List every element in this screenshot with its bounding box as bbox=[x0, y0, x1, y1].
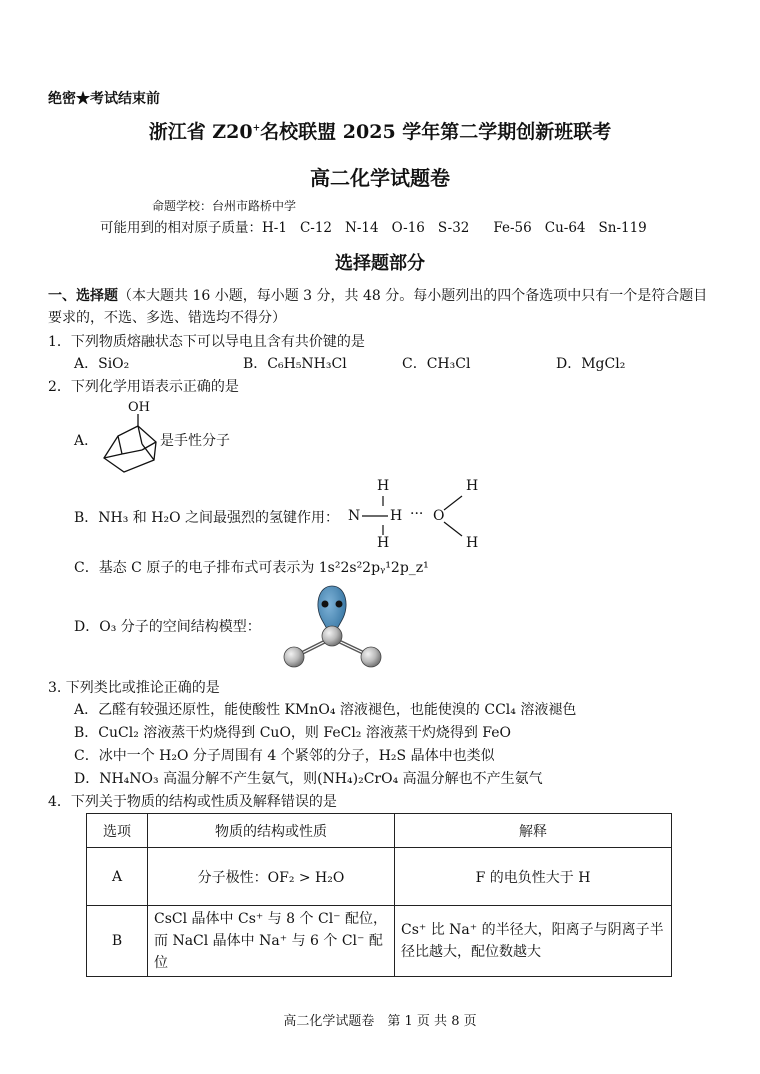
atomic-masses bbox=[100, 216, 660, 236]
row-a-explanation: F 的电负性大于 H bbox=[395, 848, 672, 906]
hbond-o: O bbox=[433, 508, 445, 524]
q1-stem: 1．下列物质熔融状态下可以导电且含有共价键的是 bbox=[48, 334, 365, 350]
mass-o: O-16 bbox=[391, 220, 425, 236]
instructions bbox=[48, 285, 718, 329]
hbond-h-top: H bbox=[377, 478, 390, 494]
mass-cu: Cu-64 bbox=[544, 220, 586, 236]
adamantanol-oh-label: OH bbox=[128, 400, 150, 415]
q3-option-d: D．NH₄NO₃ 高温分解不产生氨气，则(NH₄)₂CrO₄ 高温分解也不产生氨气 bbox=[74, 771, 543, 787]
q2-option-c-text: C．基态 C 原子的电子排布式可表示为 1s²2s²2pᵧ¹2p_z¹ bbox=[74, 560, 429, 576]
row-b-property: CsCl 晶体中 Cs⁺ 与 8 个 Cl⁻ 配位，而 NaCl 晶体中 Na⁺ 与 6 个 Cl⁻ 配位 bbox=[148, 906, 395, 977]
row-b-option: B bbox=[87, 906, 148, 977]
table-header-row bbox=[87, 814, 672, 848]
q2-option-b-text: B．NH₃ 和 H₂O 之间最强烈的氢键作用： bbox=[74, 510, 340, 526]
title-post: 名校联盟 2025 学年第二学期创新班联考 bbox=[260, 121, 612, 143]
mass-n: N-14 bbox=[345, 220, 379, 236]
exam-title bbox=[0, 117, 760, 144]
q3-option-b: B．CuCl₂ 溶液蒸干灼烧得到 CuO，则 FeCl₂ 溶液蒸干灼烧得到 FeO bbox=[74, 725, 512, 741]
ozone-model bbox=[278, 580, 388, 672]
title-pre: 浙江省 Z20 bbox=[148, 121, 253, 143]
masses-label: 可能用到的相对原子质量： bbox=[100, 220, 262, 236]
table-row bbox=[87, 848, 672, 906]
lone-pair-electron bbox=[322, 601, 329, 608]
page-footer: 高二化学试题卷 第 1 页 共 8 页 bbox=[283, 1014, 477, 1029]
q1-option-d: D．MgCl₂ bbox=[556, 356, 626, 372]
hbond-h-o-top: H bbox=[466, 478, 479, 494]
instructions-lead: 一、选择题 bbox=[48, 288, 118, 304]
header-explanation: 解释 bbox=[395, 814, 672, 848]
q2-option-a-label: A． bbox=[74, 433, 99, 449]
adamantanol-structure bbox=[98, 414, 160, 478]
section-title: 选择题部分 bbox=[335, 253, 425, 274]
table-row bbox=[87, 906, 672, 977]
mass-c: C-12 bbox=[299, 220, 333, 236]
q3-option-c: C．冰中一个 H₂O 分子周围有 4 个紧邻的分子，H₂S 晶体中也类似 bbox=[74, 748, 495, 764]
hbond-dots: ··· bbox=[410, 506, 424, 522]
row-b-explanation: Cs⁺ 比 Na⁺ 的半径大，阳离子与阴离子半径比越大，配位数越大 bbox=[395, 906, 672, 977]
lone-pair-electron bbox=[336, 601, 343, 608]
hbond-h-bottom: H bbox=[377, 535, 390, 551]
hbond-h-o-bottom: H bbox=[466, 535, 479, 551]
terminal-oxygen-atom bbox=[361, 647, 381, 667]
instructions-text: （本大题共 16 小题，每小题 3 分，共 48 分。每小题列出的四个备选项中只有一个是符合题目要求的，不选、多选、错选均不得分） bbox=[48, 288, 708, 326]
q2-option-a-text: 是手性分子 bbox=[160, 433, 230, 449]
mass-h: H-1 bbox=[262, 220, 287, 236]
header-property: 物质的结构或性质 bbox=[148, 814, 395, 848]
q4-table bbox=[86, 813, 672, 977]
hbond-bonds bbox=[340, 482, 480, 542]
q1-option-b: B．C₆H₅NH₃Cl bbox=[243, 356, 347, 372]
q3-option-a: A．乙醛有较强还原性，能使酸性 KMnO₄ 溶液褪色，也能使溴的 CCl₄ 溶液褪色 bbox=[74, 702, 577, 718]
q2-stem: 2．下列化学用语表示正确的是 bbox=[48, 379, 239, 395]
hbond-n: N bbox=[348, 508, 361, 524]
q1-option-a: A．SiO₂ bbox=[74, 356, 130, 372]
hbond-h-middle: H bbox=[390, 508, 403, 524]
q2-option-d-text: D．O₃ 分子的空间结构模型： bbox=[74, 619, 261, 635]
mass-s: S-32 bbox=[437, 220, 470, 236]
school-line: 命题学校：台州市路桥中学 bbox=[152, 199, 297, 213]
q3-stem: 3. 下列类比或推论正确的是 bbox=[48, 680, 220, 696]
central-oxygen-atom bbox=[322, 626, 342, 646]
secret-mark: 绝密★考试结束前 bbox=[48, 91, 160, 107]
q1-option-c: C．CH₃Cl bbox=[402, 356, 471, 372]
q4-stem: 4．下列关于物质的结构或性质及解释错误的是 bbox=[48, 794, 337, 810]
terminal-oxygen-atom bbox=[284, 647, 304, 667]
exam-subtitle: 高二化学试题卷 bbox=[310, 166, 450, 190]
title-sup: + bbox=[252, 123, 261, 134]
row-a-property: 分子极性：OF₂ > H₂O bbox=[148, 848, 395, 906]
mass-fe: Fe-56 bbox=[493, 220, 532, 236]
header-option: 选项 bbox=[87, 814, 148, 848]
row-a-option: A bbox=[87, 848, 148, 906]
mass-sn: Sn-119 bbox=[598, 220, 647, 236]
